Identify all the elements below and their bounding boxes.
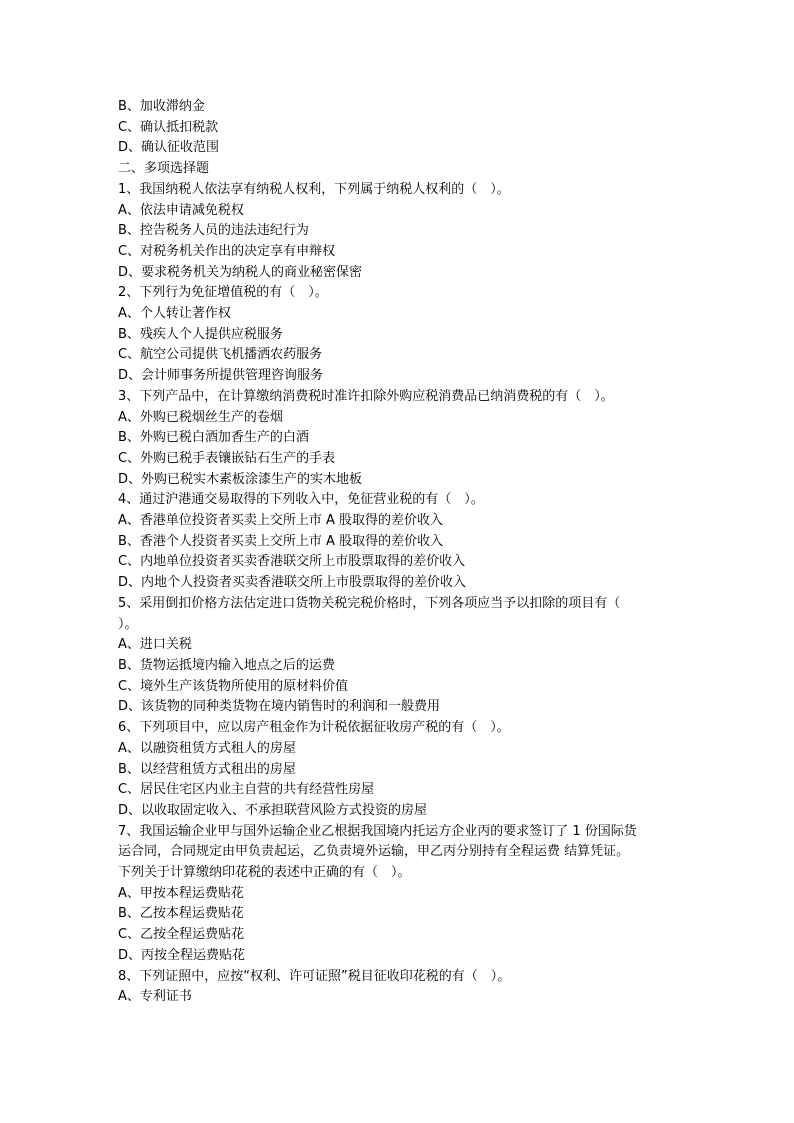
question-4-option-d: D、内地个人投资者买卖香港联交所上市股票取得的差价收入 <box>118 575 467 591</box>
question-7-continued: 运合同，合同规定由甲负责起运，乙负责境外运输，甲乙丙分别持有全程运费 结算凭证。 <box>118 844 630 860</box>
question-3-option-a: A、外购已税烟丝生产的卷烟 <box>118 409 283 425</box>
question-7-option-c: C、乙按全程运费贴花 <box>118 927 245 943</box>
question-7-option-b: B、乙按本程运费贴花 <box>118 906 244 922</box>
question-2: 2、下列行为免征增值税的有（ ）。 <box>118 285 328 301</box>
question-6-option-a: A、以融资租赁方式租人的房屋 <box>118 740 296 756</box>
question-5-option-c: C、境外生产该货物所使用的原材料价值 <box>118 678 349 694</box>
question-7-option-d: D、丙按全程运费贴花 <box>118 947 246 963</box>
question-6-option-b: B、以经营租赁方式租出的房屋 <box>118 761 296 777</box>
question-5: 5、采用倒扣价格方法估定进口货物关税完税价格时，下列各项应当予以扣除的项目有（ <box>118 595 621 611</box>
question-4: 4、通过沪港通交易取得的下列收入中，免征营业税的有（ ）。 <box>118 492 484 508</box>
question-5-option-a: A、进口关税 <box>118 637 192 653</box>
question-3: 3、下列产品中，在计算缴纳消费税时准许扣除外购应税消费品已纳消费税的有（ ）。 <box>118 388 614 404</box>
question-7-option-a: A、甲按本程运费贴花 <box>118 885 244 901</box>
question-4-option-b: B、香港个人投资者买卖上交所上市 A 股取得的差价收入 <box>118 533 444 549</box>
option-c-line: C、确认抵扣税款 <box>118 119 219 135</box>
question-7-prompt: 下列关于计算缴纳印花税的表述中正确的有（ ）。 <box>118 865 411 881</box>
question-8: 8、下列证照中，应按“权利、许可证照”税目征收印花税的有（ ）。 <box>118 968 511 984</box>
question-5-continued: ）。 <box>118 616 138 632</box>
option-b-line: B、加收滞纳金 <box>118 99 205 114</box>
question-2-option-b: B、残疾人个人提供应税服务 <box>118 326 283 342</box>
question-3-option-c: C、外购已税手表镶嵌钻石生产的手表 <box>118 450 336 466</box>
question-2-option-c: C、航空公司提供飞机播洒农药服务 <box>118 347 323 363</box>
question-2-option-d: D、会计师事务所提供管理咨询服务 <box>118 368 324 384</box>
question-1-option-d: D、要求税务机关为纳税人的商业秘密保密 <box>118 264 363 280</box>
question-3-option-b: B、外购已税白酒加香生产的白酒 <box>118 430 309 446</box>
question-6-option-d: D、以收取固定收入、不承担联营风险方式投资的房屋 <box>118 802 428 818</box>
question-6-option-c: C、居民住宅区内业主自营的共有经营性房屋 <box>118 782 375 798</box>
question-3-option-d: D、外购已税实木素板涂漆生产的实木地板 <box>118 471 363 487</box>
document-page <box>118 97 678 1008</box>
question-1: 1、我国纳税人依法享有纳税人权利，下列属于纳税人权利的（ ）。 <box>118 181 510 197</box>
question-7: 7、我国运输企业甲与国外运输企业乙根据我国境内托运方企业丙的要求签订了 1 份国际货 <box>118 823 637 839</box>
option-d-line: D、确认征收范围 <box>118 140 220 156</box>
question-1-option-a: A、依法申请减免税权 <box>118 202 244 218</box>
question-6: 6、下列项目中，应以房产租金作为计税依据征收房产税的有（ ）。 <box>118 720 510 736</box>
question-1-option-c: C、对税务机关作出的决定享有申辩权 <box>118 243 336 259</box>
question-1-option-b: B、控告税务人员的违法违纪行为 <box>118 223 309 239</box>
question-5-option-d: D、该货物的同种类货物在境内销售时的利润和一般费用 <box>118 699 441 715</box>
question-2-option-a: A、个人转让著作权 <box>118 306 231 322</box>
section-heading: 二、多项选择题 <box>118 161 210 177</box>
question-5-option-b: B、货物运抵境内输入地点之后的运费 <box>118 657 335 673</box>
question-4-option-c: C、内地单位投资者买卖香港联交所上市股票取得的差价收入 <box>118 554 466 570</box>
question-4-option-a: A、香港单位投资者买卖上交所上市 A 股取得的差价收入 <box>118 513 444 529</box>
question-8-option-a: A、专利证书 <box>118 989 192 1005</box>
